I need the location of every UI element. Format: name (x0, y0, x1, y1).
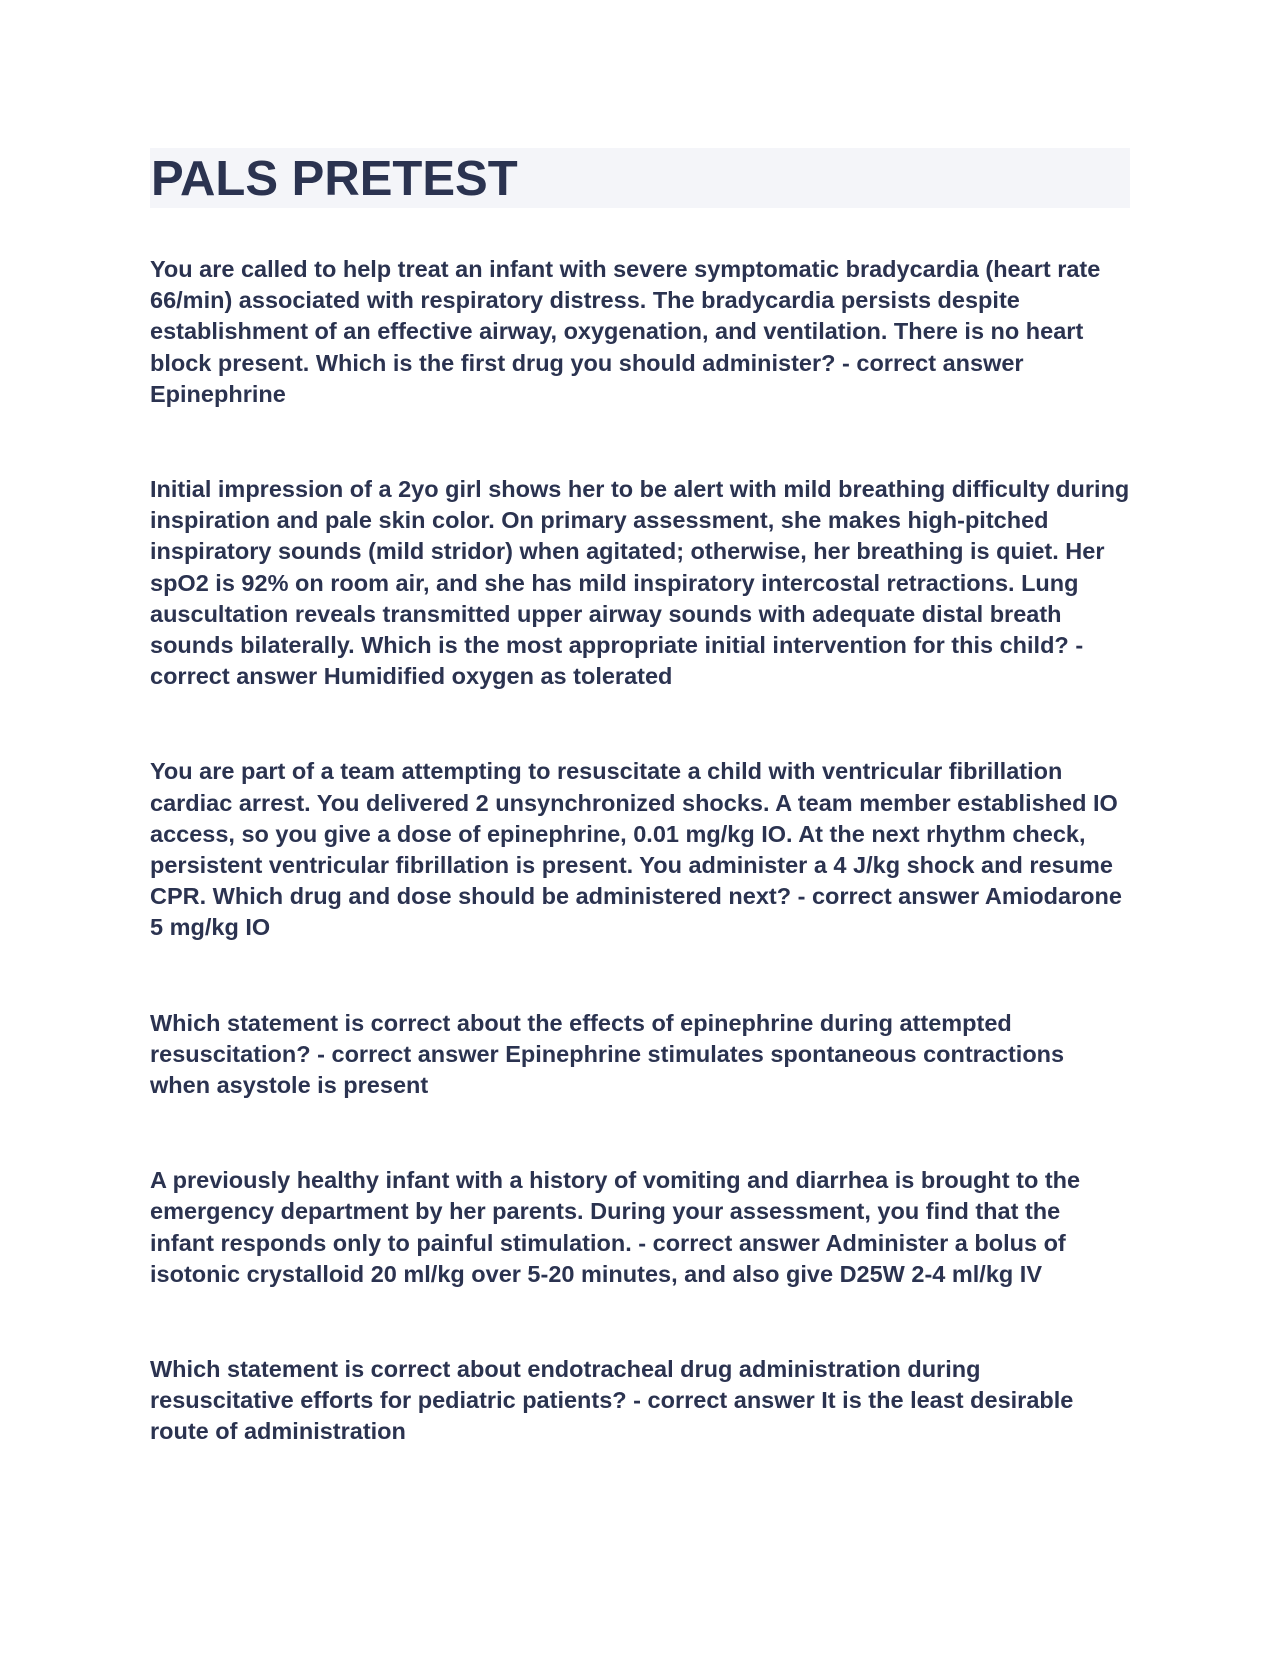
qa-item (150, 474, 1130, 692)
question-text: You are part of a team attempting to resuscitate a child with ventricular fibrillation cardiac arrest. You delivered 2 unsynchronized shocks. A team member established IO access, so you give a dose of epinephrine, 0.01 mg/kg IO. At the next rhythm check, persistent ventricular fibrillation is present. You administer a 4 J/kg shock and resume CPR. Which drug and dose should be administered next? - correct answer (150, 758, 1118, 910)
answer-text: Administer a bolus of isotonic crystalloid 20 ml/kg over 5-20 minutes, and also give D25W 2-4 ml/kg IV (150, 1229, 1066, 1287)
document-title: PALS PRETEST (151, 152, 518, 206)
question-text: You are called to help treat an infant with severe symptomatic bradycardia (heart rate 66/min) associated with respiratory distress. The bradycardia persists despite establishment of an effective airway, oxygenation, and ventilation. There is no heart block present. Which is the first drug you should administer? - correct answer (150, 256, 1101, 376)
question-text: Which statement is correct about endotracheal drug administration during resuscitative efforts for pediatric patients? - correct answer (150, 1356, 981, 1414)
qa-item (150, 756, 1130, 943)
question-text: Which statement is correct about the effects of epinephrine during attempted resuscitation? - correct answer (150, 1009, 1012, 1067)
qa-item (150, 1008, 1130, 1102)
question-text: A previously healthy infant with a history of vomiting and diarrhea is brought to the emergency department by her parents. During your assessment, you find that the infant responds only to painful stimulation. - correct answer (150, 1167, 1081, 1256)
question-text: Initial impression of a 2yo girl shows her to be alert with mild breathing difficulty during inspiration and pale skin color. On primary assessment, she makes high-pitched inspiratory sounds (mild stridor) when agitated; otherwise, her breathing is quiet. Her spO2 is 92% on room air, and she has mild inspiratory intercostal retractions. Lung auscultation reveals transmitted upper airway sounds with adequate distal breath sounds bilaterally. Which is the most appropriate initial intervention for this child? - correct answer (150, 476, 1130, 690)
answer-text: Humidified oxygen as tolerated (323, 663, 673, 690)
document-page (150, 148, 1130, 1512)
title-banner (150, 148, 1130, 208)
answer-text: It is the least desirable route of administration (150, 1387, 1074, 1445)
answer-text: Epinephrine stimulates spontaneous contractions when asystole is present (150, 1040, 1065, 1099)
qa-item (150, 1165, 1130, 1290)
answer-text: Amiodarone 5 mg/kg IO (150, 883, 1122, 941)
answer-text: Epinephrine (150, 380, 286, 407)
qa-list (150, 254, 1130, 1448)
qa-item (150, 254, 1130, 410)
qa-item (150, 1354, 1130, 1448)
